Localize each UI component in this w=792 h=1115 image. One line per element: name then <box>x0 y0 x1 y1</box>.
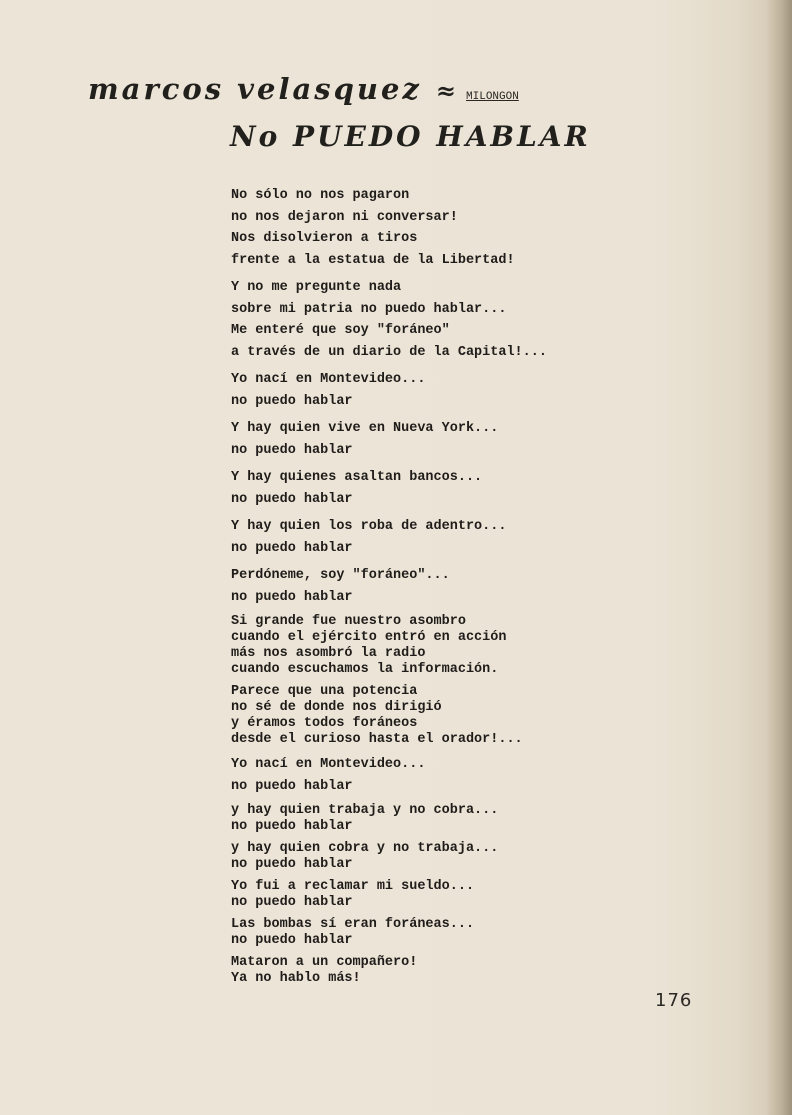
poem-line: No sólo no nos pagaron <box>231 188 410 203</box>
poem-line: no puedo hablar <box>231 393 353 409</box>
poem-line: no puedo hablar <box>231 933 353 948</box>
stanza <box>231 565 671 608</box>
poem-line: no puedo hablar <box>231 442 353 458</box>
stanza <box>231 369 671 412</box>
poem-line: a través de un diario de la Capital!... <box>231 344 547 360</box>
poem-line: y éramos todos foráneos <box>231 716 418 731</box>
poem-line: Yo nací en Montevideo... <box>231 372 426 387</box>
poem-line: Mataron a un compañero! <box>231 955 418 970</box>
stanza <box>231 955 671 987</box>
poem-line: Y no me pregunte nada <box>231 280 402 295</box>
poem-line: no puedo hablar <box>231 819 353 834</box>
genre-label: MILONGON <box>466 91 519 103</box>
poem-line: Yo nací en Montevideo... <box>231 757 426 772</box>
poem-line: no puedo hablar <box>231 540 353 556</box>
stanza <box>231 841 671 873</box>
stanza <box>231 614 671 678</box>
page-number: 176 <box>655 990 693 1011</box>
stanza <box>231 879 671 911</box>
poem-line: cuando escuchamos la información. <box>231 662 499 677</box>
poem-line: Las bombas sí eran foráneas... <box>231 917 475 932</box>
stanza <box>231 277 671 363</box>
poem-line: no nos dejaron ni conversar! <box>231 209 458 225</box>
stanza <box>231 467 671 510</box>
poem-line: no puedo hablar <box>231 895 353 910</box>
poem-line: cuando el ejército entró en acción <box>231 630 507 645</box>
poem-line: no puedo hablar <box>231 857 353 872</box>
poem-line: Ya no hablo más! <box>231 971 361 986</box>
poem-line: no sé de donde nos dirigió <box>231 700 442 715</box>
poem-line: Parece que una potencia <box>231 684 418 699</box>
header-separator: ≈ <box>435 76 457 105</box>
poem-line: y hay quien cobra y no trabaja... <box>231 841 499 856</box>
stanza <box>231 418 671 461</box>
poem-line: sobre mi patria no puedo hablar... <box>231 301 507 317</box>
poem-line: Yo fui a reclamar mi sueldo... <box>231 879 475 894</box>
poem-line: Nos disolvieron a tiros <box>231 231 418 246</box>
poem-line: Y hay quienes asaltan bancos... <box>231 470 483 485</box>
song-header <box>88 72 648 106</box>
page-edge-shadow <box>766 0 792 1115</box>
song-title: No PUEDO HABLAR <box>230 120 591 153</box>
poem-line: Y hay quien vive en Nueva York... <box>231 421 499 436</box>
stanza <box>231 754 671 797</box>
poem-line: Si grande fue nuestro asombro <box>231 614 466 629</box>
author-name: marcos velasquez <box>88 72 422 106</box>
stanza <box>231 516 671 559</box>
poem-line: Me enteré que soy "foráneo" <box>231 323 450 338</box>
poem-line: desde el curioso hasta el orador!... <box>231 732 523 747</box>
poem-line: no puedo hablar <box>231 589 353 605</box>
stanza <box>231 917 671 949</box>
stanza <box>231 684 671 748</box>
poem-line: no puedo hablar <box>231 491 353 507</box>
stanza <box>231 185 671 271</box>
poem-line: más nos asombró la radio <box>231 646 426 661</box>
poem-line: Y hay quien los roba de adentro... <box>231 519 507 534</box>
poem-line: Perdóneme, soy "foráneo"... <box>231 568 450 583</box>
poem-body <box>231 185 671 993</box>
poem-line: no puedo hablar <box>231 778 353 794</box>
poem-line: frente a la estatua de la Libertad! <box>231 252 515 268</box>
poem-line: y hay quien trabaja y no cobra... <box>231 803 499 818</box>
stanza <box>231 803 671 835</box>
